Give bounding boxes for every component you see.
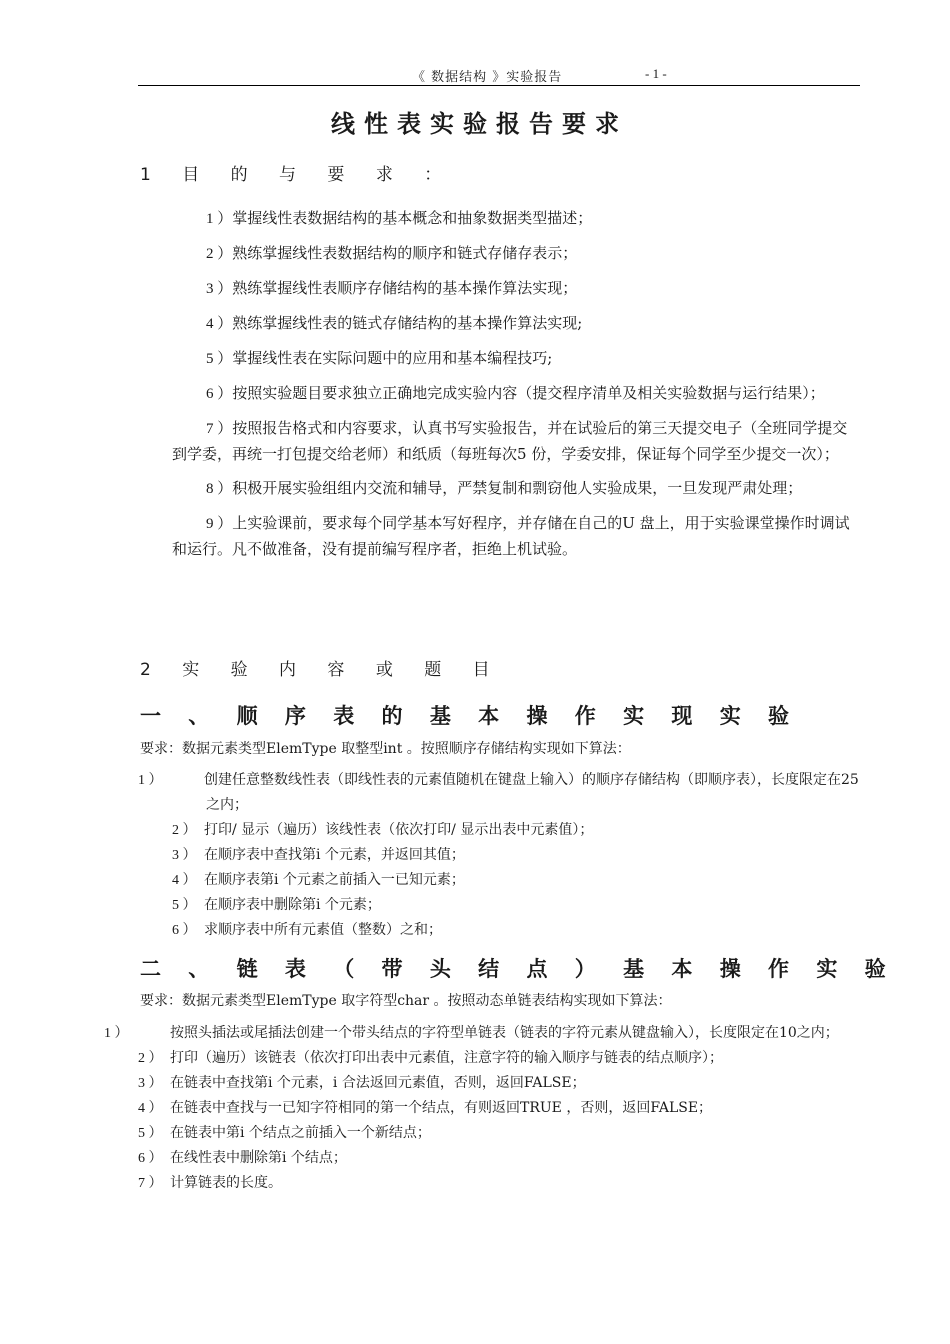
item-number: 2 ）	[206, 246, 233, 262]
item-number: 3 ）	[206, 281, 233, 297]
requirement-item	[172, 476, 862, 502]
item-number: 4 ）	[206, 316, 233, 332]
requirements-list	[172, 206, 862, 571]
item-number: 1 ）	[104, 1026, 129, 1041]
experiment-1-title: 一 、 顺 序 表 的 基 本 操 作 实 现 实 验	[140, 704, 800, 728]
item-number: 1 ）	[206, 211, 233, 227]
item-text: 按照报告格式和内容要求，认真书写实验报告，并在试验后的第三天提交电子（全班同学提交到学委，再统一打包提交给老师）和纸质（每班每次5 份，学委安排，保证每个同学至少提交一次）；	[172, 419, 848, 463]
section-1-heading: 1 目 的 与 要 求 ：	[140, 165, 455, 185]
algorithm-item	[104, 1021, 860, 1046]
algorithm-item	[138, 1071, 860, 1096]
experiment-1-algorithm-list	[138, 768, 872, 943]
requirement-item	[172, 511, 862, 562]
item-text: 计算链表的长度。	[170, 1175, 282, 1191]
algorithm-item	[172, 918, 872, 943]
item-number: 3 ）	[172, 848, 197, 863]
item-text: 创建任意整数线性表（即线性表的元素值随机在键盘上输入）的顺序存储结构（即顺序表），长度限定在25之内；	[204, 772, 859, 813]
requirement-item	[172, 241, 862, 267]
item-text: 熟练掌握线性表的链式存储结构的基本操作算法实现;	[232, 314, 583, 332]
page-number: - 1 -	[645, 66, 667, 81]
item-number: 9 ）	[206, 516, 233, 532]
item-number: 6 ）	[206, 386, 233, 402]
item-text: 熟练掌握线性表数据结构的顺序和链式存储存表示；	[232, 244, 578, 262]
algorithm-item	[172, 893, 872, 918]
item-number: 5 ）	[172, 898, 197, 913]
item-text: 掌握线性表在实际问题中的应用和基本编程技巧;	[232, 349, 553, 367]
item-text: 按照头插法或尾插法创建一个带头结点的字符型单链表（链表的字符元素从键盘输入），长度限定在10之内；	[170, 1025, 839, 1041]
item-text: 打印/ 显示（遍历）该线性表（依次打印/ 显示出表中元素值）；	[204, 822, 594, 838]
algorithm-item	[138, 1121, 860, 1146]
algorithm-item	[138, 768, 872, 818]
requirement-item	[172, 206, 862, 232]
item-text: 打印（遍历）该链表（依次打印出表中元素值，注意字符的输入顺序与链表的结点顺序）；	[170, 1050, 723, 1066]
item-number: 5 ）	[206, 351, 233, 367]
item-text: 在链表中第i 个结点之前插入一个新结点；	[170, 1125, 431, 1141]
item-number: 2 ）	[172, 823, 197, 838]
experiment-1-requirement: 要求：数据元素类型ElemType 取整型int 。按照顺序存储结构实现如下算法：	[140, 741, 631, 757]
requirement-item	[172, 416, 862, 467]
item-text: 求顺序表中所有元素值（整数）之和；	[204, 922, 442, 938]
item-number: 4 ）	[138, 1101, 163, 1116]
item-text: 在链表中查找第i 个元素，i 合法返回元素值，否则，返回FALSE；	[170, 1075, 586, 1091]
running-header	[140, 64, 858, 86]
experiment-2-title: 二 、 链 表 （ 带 头 结 点 ） 基 本 操 作 实 验	[140, 957, 896, 981]
item-text: 按照实验题目要求独立正确地完成实验内容（提交程序清单及相关实验数据与运行结果）；	[232, 384, 825, 402]
requirement-item	[172, 311, 862, 337]
algorithm-item	[172, 843, 872, 868]
item-number: 7 ）	[206, 421, 233, 437]
item-text: 在顺序表中查找第i 个元素，并返回其值；	[204, 847, 465, 863]
algorithm-item	[172, 868, 872, 893]
item-number: 1 ）	[138, 773, 163, 788]
algorithm-item	[138, 1146, 860, 1171]
item-number: 4 ）	[172, 873, 197, 888]
item-text: 在线性表中删除第i 个结点；	[170, 1150, 347, 1166]
requirement-item	[172, 381, 862, 407]
item-number: 7 ）	[138, 1176, 163, 1191]
item-text: 积极开展实验组组内交流和辅导，严禁复制和剽窃他人实验成果，一旦发现严肃处理；	[232, 479, 803, 497]
item-text: 在顺序表第i 个元素之前插入一已知元素；	[204, 872, 465, 888]
requirement-item	[172, 276, 862, 302]
item-number: 8 ）	[206, 481, 233, 497]
item-number: 3 ）	[138, 1076, 163, 1091]
item-number: 5 ）	[138, 1126, 163, 1141]
algorithm-item	[172, 818, 872, 843]
header-rule	[138, 85, 860, 86]
item-text: 在顺序表中删除第i 个元素；	[204, 897, 381, 913]
item-text: 掌握线性表数据结构的基本概念和抽象数据类型描述；	[232, 209, 593, 227]
header-title: 《 数据结构 》实验报告	[412, 70, 563, 85]
item-text: 在链表中查找与一已知字符相同的第一个结点，有则返回TRUE ，否则，返回FALSE；	[170, 1100, 713, 1116]
item-text: 上实验课前，要求每个同学基本写好程序，并存储在自己的U 盘上，用于实验课堂操作时调试和运行。凡不做准备，没有提前编写程序者，拒绝上机试验。	[172, 514, 850, 558]
item-text: 熟练掌握线性表顺序存储结构的基本操作算法实现；	[232, 279, 578, 297]
experiment-2-requirement: 要求：数据元素类型ElemType 取字符型char 。按照动态单链表结构实现如下算法：	[140, 993, 672, 1009]
document-title: 线性表实验报告要求	[331, 110, 628, 138]
algorithm-item	[138, 1096, 860, 1121]
section-2-heading: 2 实 验 内 容 或 题 目	[140, 660, 503, 680]
requirement-item	[172, 346, 862, 372]
item-number: 6 ）	[138, 1151, 163, 1166]
item-number: 6 ）	[172, 923, 197, 938]
item-number: 2 ）	[138, 1051, 163, 1066]
algorithm-item	[138, 1046, 860, 1071]
algorithm-item	[138, 1171, 860, 1196]
experiment-2-algorithm-list	[104, 1021, 860, 1196]
